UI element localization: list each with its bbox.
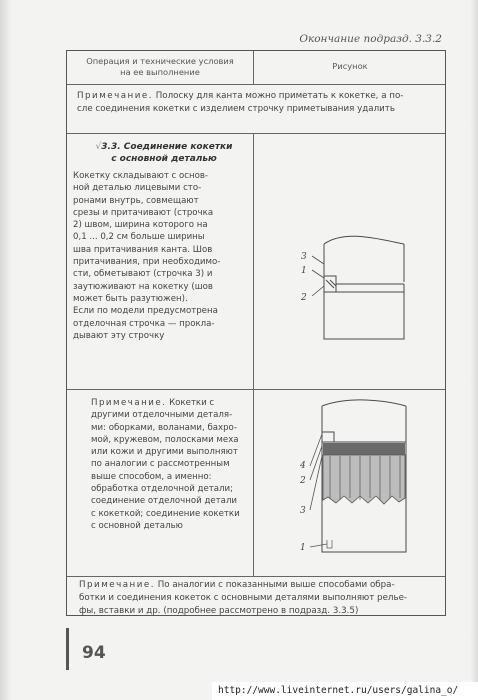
figure2-label-4: 4 — [300, 461, 306, 471]
note-top — [77, 90, 439, 116]
page-shadow-right — [470, 0, 478, 700]
note-bottom-line-1: Примечание. По аналогии с показанными выше способами обра- — [79, 580, 395, 590]
header-figure: Рисунок — [332, 61, 368, 71]
note-middle-line-1: Примечание. Кокетки с — [91, 398, 215, 408]
figure2-label-2: 2 — [300, 476, 306, 486]
figure2-label-1: 1 — [300, 543, 306, 553]
margin-bar — [66, 628, 69, 670]
section-title: √3.3. Соединение кокетки с основной деталью — [95, 142, 233, 164]
page-number: 94 — [82, 643, 106, 663]
note-top-line-2: сле соединения кокетки с изделием строчку приметывания удалить — [77, 104, 395, 114]
instruction-table — [66, 50, 446, 616]
section-body: Кокетку складывают с основ- ной деталью лицевыми сто- ронами внутрь, совмещают срезы и притачивают (строчка 2) швом, ширина которого на 0,1 ... 0,2 см больше ширины шва притачивания канта. Шов притачивания, при необходимо- сти, обметывают (строчка 3) и заутюживают на кокетку (шов может быть разутюжен). Если по модели предусмотрена отделочная строчка — прокла- дывают эту строчку — [73, 171, 221, 341]
figure-yoke-ruffle — [254, 390, 446, 576]
source-url[interactable]: http://www.liveinternet.ru/users/galina_o/ — [212, 682, 478, 700]
figure1-label-3: 3 — [301, 252, 307, 262]
figure-yoke-seam — [254, 134, 446, 388]
divider-line — [67, 576, 445, 577]
note-top-line-1: Примечание. Полоску для канта можно приметать к кокетке, а по- — [77, 91, 404, 101]
note-middle: Примечание. Кокетки с другими отделочными деталя- ми: оборками, воланами, бахро- мой, кружевом, полосками меха или кожи и другими выполняют по аналогии с рассмотренным выше способом, а именно: обработка отделочной детали; соединение отделочной детали с кокеткой; соединение кокетки с основной деталью — [91, 397, 251, 532]
divider-line — [67, 84, 445, 85]
note-bottom: Примечание. По аналогии с показанными выше способами обра- ботки и соединения кокеток с основными деталями выполняют рельe- фы, вставки и др. (подробнее рассмотрено в подразд. 3.3.5) — [79, 579, 441, 618]
running-header: Окончание подразд. 3.3.2 — [299, 33, 442, 45]
header-operation: Операция и технические условия на ее выполнение — [86, 56, 234, 77]
figure1-label-2: 2 — [301, 293, 307, 303]
page-shadow-left — [0, 0, 12, 700]
figure1-label-1: 1 — [301, 266, 307, 276]
figure2-label-3: 3 — [300, 506, 306, 516]
